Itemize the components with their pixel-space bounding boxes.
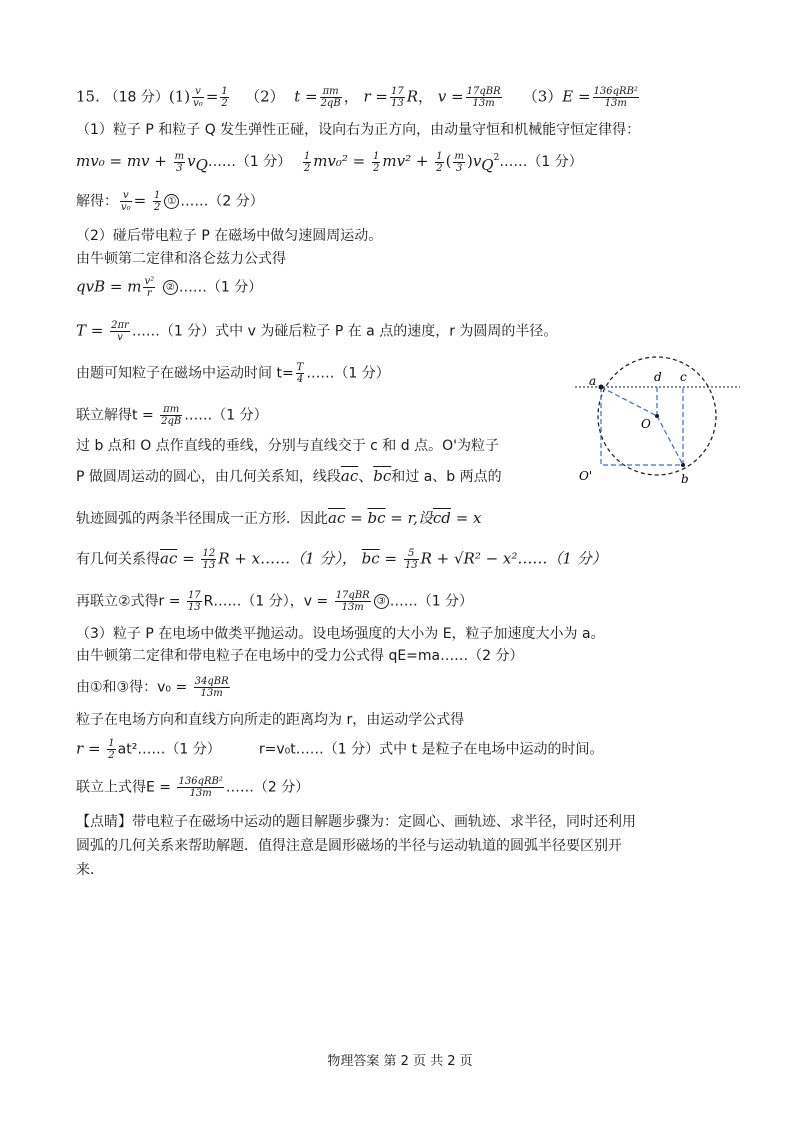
label-o: O: [641, 417, 651, 431]
fraction-v-v0-b: $\frac{v}{\text{v₀}}$: [121, 190, 131, 213]
fraction-5-13: $\frac{5}{13}$: [404, 548, 418, 571]
text-line-9: 由题可知粒子在磁场中运动时间 t= $\frac{T}{4}$ ……（1 分）: [76, 362, 390, 385]
fraction-half-e: $\frac{1}{2}$: [154, 190, 161, 213]
text-line-5: （2）碰后带电粒子 P 在磁场中做匀速圆周运动。: [76, 228, 383, 244]
question-score: （18 分）: [104, 89, 169, 106]
text-line-19: 粒子在电场方向和直线方向所走的距离均为 r，由运动学公式得: [76, 712, 465, 728]
text-line-16: （3）粒子 P 在电场中做类平抛运动。设电场强度的大小为 E，粒子加速度大小为 a。: [76, 626, 605, 642]
fraction-t-4: $\frac{T}{4}$: [296, 362, 304, 385]
fraction-17-13-b: $\frac{17}{13}$: [187, 590, 201, 613]
fraction-136qrb2-13m: $\frac{\text{136qRB²}}{13m}$: [593, 86, 638, 109]
label-c: c: [680, 370, 687, 384]
fraction-12-13: $\frac{12}{13}$: [202, 548, 216, 571]
text-line-11: 过 b 点和 O 点作直线的垂线，分别与直线交于 c 和 d 点。O'为粒子: [76, 438, 499, 454]
label-d: d: [654, 370, 662, 384]
part2-t: t =: [294, 87, 318, 106]
fraction-half-b: $\frac{1}{2}$: [303, 150, 311, 174]
marker-1: ①: [164, 194, 179, 209]
fraction-34qbr-13m: $\frac{\text{34qBR}}{13m}$: [194, 676, 229, 699]
fraction-pim-2qb: $\frac{\pi m}{2qB}$: [320, 86, 341, 109]
part2-r: r =: [363, 87, 388, 106]
text-line-4: 解得： $\frac{v}{\text{v₀}}$ = $\frac{1}{2}$ ① ……（2 分）: [76, 190, 264, 213]
part1-label: (1): [168, 87, 191, 106]
part3-label: （3）: [522, 87, 563, 106]
text-line-7: qvB = m $\frac{\text{v²}}{r}$ ② ……（1 分）: [76, 276, 263, 299]
text-line-15: 再联立②式得r = $\frac{17}{13}$ R……（1 分），v = $\frac{\text{17qBR}}{13m}$ ③ ……（1 分）: [76, 590, 474, 613]
fraction-half: $\frac{1}{2}$: [221, 86, 228, 109]
text-line-8: T = $\frac{2\pi r}{v}$ ……（1 分）式中 v 为碰后粒子 P 在 a 点的速度，r 为圆周的半径。: [76, 320, 558, 343]
text-line-18: 由①和③得：v₀ = $\frac{\text{34qBR}}{13m}$: [76, 676, 229, 699]
text-line-6: 由牛顿第二定律和洛仑兹力公式得: [76, 251, 286, 267]
fraction-v2-r: $\frac{\text{v²}}{r}$: [144, 276, 155, 299]
fraction-2pir-v: $\frac{2\pi r}{v}$: [111, 320, 129, 343]
geometry-diagram: [575, 350, 745, 490]
marker-2: ②: [163, 280, 178, 295]
text-line-12: P 做圆周运动的圆心，由几何关系知，线段$\overline{ac}$、$\overline{bc}$和过 a、b 两点的: [76, 467, 502, 485]
text-line-3: mv₀ = mv + $\frac{m}{3}$ $v_Q\dots\dots(1$ 分） $\frac{1}{2}$ mv₀² = $\frac{1}{2}$ mv² + $\frac{1}{2}$ ( $\frac{m}{3}$ )$v_Q^2\dots\dots(1$ 分）: [76, 150, 583, 174]
equals-sign: =: [205, 87, 219, 106]
text-line-13: 轨迹圆弧的两条半径围成一正方形．因此$\overline{ac} = \overline{bc} = r$,设$\overline{cd} = x$: [76, 509, 482, 527]
text-line-17: 由牛顿第二定律和带电粒子在电场中的受力公式得 qE=ma……（2 分）: [76, 648, 524, 664]
text-line-20: r = $\frac{1}{2}$ at²……（1 分） r=v₀t……（1 分）式中 t 是粒子在电场中运动的时间。: [76, 738, 604, 761]
part2-v: v =: [437, 87, 464, 106]
point-a: [599, 385, 604, 390]
page-footer: 物理答案 第 2 页 共 2 页: [327, 1054, 473, 1069]
label-b: b: [681, 472, 689, 486]
radius-o-b: [657, 416, 683, 465]
fraction-m-3-b: $\frac{m}{3}$: [454, 150, 464, 174]
fraction-17qbr-13m-b: $\frac{\text{17qBR}}{13m}$: [335, 590, 370, 613]
radius-a-o: [601, 387, 657, 416]
note-line-2: 圆弧的几何关系来帮助解题．值得注意是圆形磁场的半径与运动轨道的圆弧半径要区别开: [76, 838, 622, 854]
fraction-m-3: $\frac{m}{3}$: [174, 150, 185, 174]
fraction-136qrb2-13m-b: $\frac{\text{136qRB²}}{13m}$: [178, 776, 223, 799]
fraction-17-13: $\frac{17}{13}$: [390, 86, 404, 109]
point-b: [681, 463, 685, 467]
text-line-14: 有几何关系得$\overline{ac}$ = $\frac{12}{13}$ R + x……（1 分）， $\overline{bc}$ = $\frac{5}{13}$ R + √R² − x²……（1 分）: [76, 548, 607, 571]
question-number: 15.: [76, 87, 100, 106]
fraction-pim-2qb-b: $\frac{\pi m}{2qB}$: [161, 404, 182, 427]
fraction-half-f: $\frac{1}{2}$: [108, 738, 115, 761]
fraction-half-c: $\frac{1}{2}$: [373, 150, 380, 174]
note-line-3: 来．: [76, 862, 104, 878]
point-o: [655, 414, 659, 418]
text-line-10: 联立解得t = $\frac{\pi m}{2qB}$ ……（1 分）: [76, 404, 268, 427]
fraction-half-d: $\frac{1}{2}$: [436, 150, 443, 174]
question-header: 15. （18 分）(1) $\frac{v}{\text{v₀}}$ = $\frac{1}{2}$ （2） t = $\frac{\pi m}{2qB}$ ， r = $\frac{17}{13}$ R， v = $\frac{\text{17qBR}}{13m}$ （3）E = $\frac{\text{136qRB²}}{13m}$: [76, 86, 638, 109]
label-o-prime: O': [579, 469, 593, 483]
marker-3: ③: [374, 594, 389, 609]
note-line-1: 【点睛】带电粒子在磁场中运动的题目解题步骤为：定圆心、画轨迹、求半径，同时还利用: [76, 814, 636, 830]
part2-label: （2）: [245, 87, 285, 106]
part3-e: E =: [562, 87, 591, 106]
text-line-21: 联立上式得E = $\frac{\text{136qRB²}}{13m}$ ……（2 分）: [76, 776, 310, 799]
text-line-2: （1）粒子 P 和粒子 Q 发生弹性正碰，设向右为正方向，由动量守恒和机械能守恒定律得：: [76, 122, 641, 138]
label-a: a: [589, 374, 597, 388]
fraction-v-v0: $\frac{v}{\text{v₀}}$: [193, 86, 203, 109]
fraction-17qbr-13m: $\frac{\text{17qBR}}{13m}$: [466, 86, 501, 109]
